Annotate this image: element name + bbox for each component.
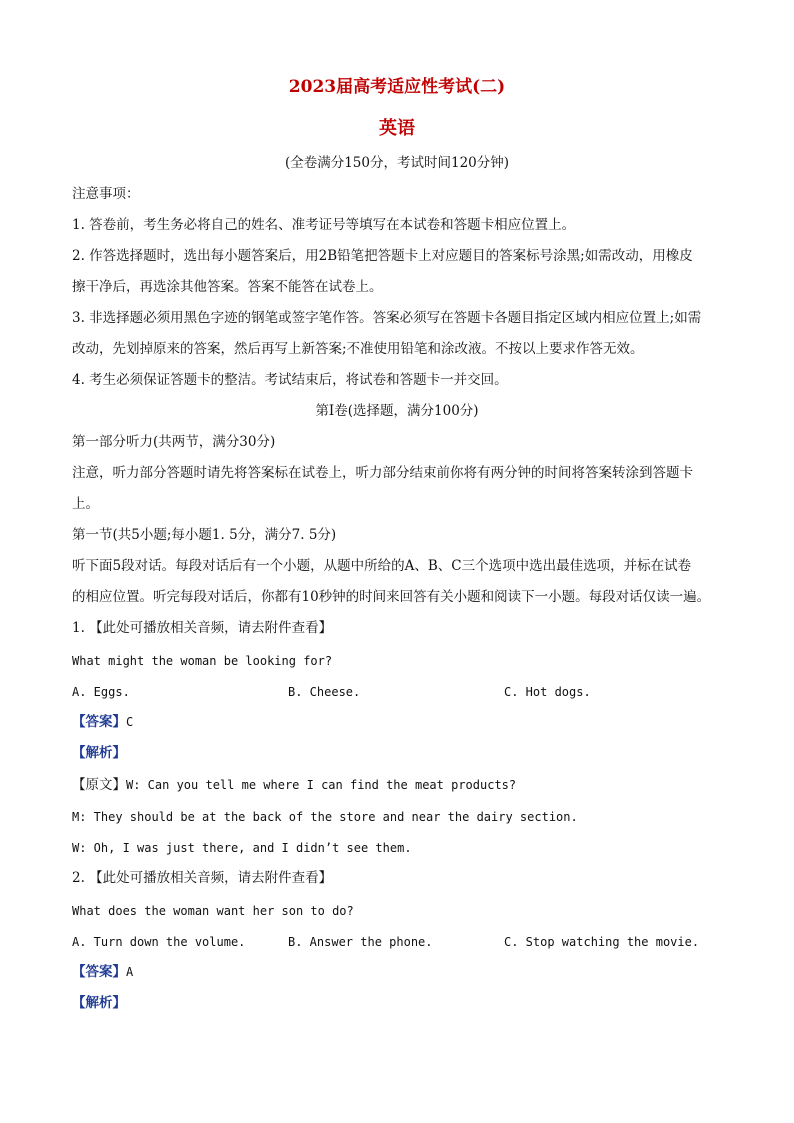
q1-answer [72,713,732,731]
q1-option-b: B. Cheese. [288,685,361,699]
q1-question: What might the woman be looking for? [72,654,333,668]
q1-transcript-line-2: M: They should be at the back of the store and near the dairy section. [72,810,578,824]
instruction-line-1: 听下面5段对话。每段对话后有一个小题，从题中所给的A、B、C三个选项中选出最佳选项，并标在试卷 [72,558,692,574]
volume-heading: 第Ⅰ卷(选择题，满分100分) [315,403,479,419]
notice-item-2-line-2: 擦干净后，再选涂其他答案。答案不能答在试卷上。 [72,279,383,295]
subject-title: 英语 [379,118,415,139]
exam-title: 2023届高考适应性考试(二) [288,77,506,97]
q1-answer-label: 【答案】 [72,714,126,730]
q1-transcript-1 [72,776,732,794]
q1-option-c: C. Hot dogs. [504,685,591,699]
q1-transcript-label: 【原文】 [72,777,126,793]
q2-option-c: C. Stop watching the movie. [504,935,700,949]
section-1-heading: 第一节(共5小题;每小题1. 5分，满分7. 5分) [72,527,337,543]
part-1-heading: 第一部分听力(共两节，满分30分) [72,434,276,450]
q2-option-b: B. Answer the phone. [288,935,433,949]
notice-item-3-line-2: 改动，先划掉原来的答案，然后再写上新答案;不准使用铅笔和涂改液。不按以上要求作答无效。 [72,341,644,357]
notice-item-3-line-1: 3. 非选择题必须用黑色字迹的钢笔或签字笔作答。答案必须写在答题卡各题目指定区域内相应位置上;如需 [72,310,702,326]
q2-analysis-label: 【解析】 [72,995,126,1011]
q1-option-a: A. Eggs. [72,685,130,699]
notice-item-4: 4. 考生必须保证答题卡的整洁。考试结束后，将试卷和答题卡一并交回。 [72,372,508,388]
notice-item-1: 1. 答卷前，考生务必将自己的姓名、准考证号等填写在本试卷和答题卡相应位置上。 [72,217,576,233]
q2-question: What does the woman want her son to do? [72,904,354,918]
listening-note-line-1: 注意，听力部分答题时请先将答案标在试卷上，听力部分结束前你将有两分钟的时间将答案转涂到答题卡 [72,465,693,481]
q2-answer-value: A [126,965,134,979]
instruction-line-2: 的相应位置。听完每段对话后，你都有10秒钟的时间来回答有关小题和阅读下一小题。每段对话仅读一遍。 [72,589,711,605]
q1-audio-note[interactable]: 1. 【此处可播放相关音频，请去附件查看】 [72,620,333,636]
q1-answer-value: C [126,715,134,729]
q2-answer [72,963,732,981]
q1-analysis-label: 【解析】 [72,745,126,761]
q1-transcript-line-1: W: Can you tell me where I can find the meat products? [126,778,517,792]
q1-transcript-line-3: W: Oh, I was just there, and I didn’t see them. [72,841,412,855]
q2-analysis [72,994,732,1012]
q2-option-a: A. Turn down the volume. [72,935,246,949]
q2-answer-label: 【答案】 [72,964,126,980]
notice-heading: 注意事项： [72,186,140,202]
listening-note-line-2: 上。 [72,496,99,512]
q2-audio-note[interactable]: 2. 【此处可播放相关音频，请去附件查看】 [72,870,333,886]
notice-item-2-line-1: 2. 作答选择题时，选出每小题答案后，用2B铅笔把答题卡上对应题目的答案标号涂黑;如需改动，用橡皮 [72,248,693,264]
exam-info: (全卷满分150分，考试时间120分钟) [284,155,510,171]
q1-analysis [72,744,732,762]
